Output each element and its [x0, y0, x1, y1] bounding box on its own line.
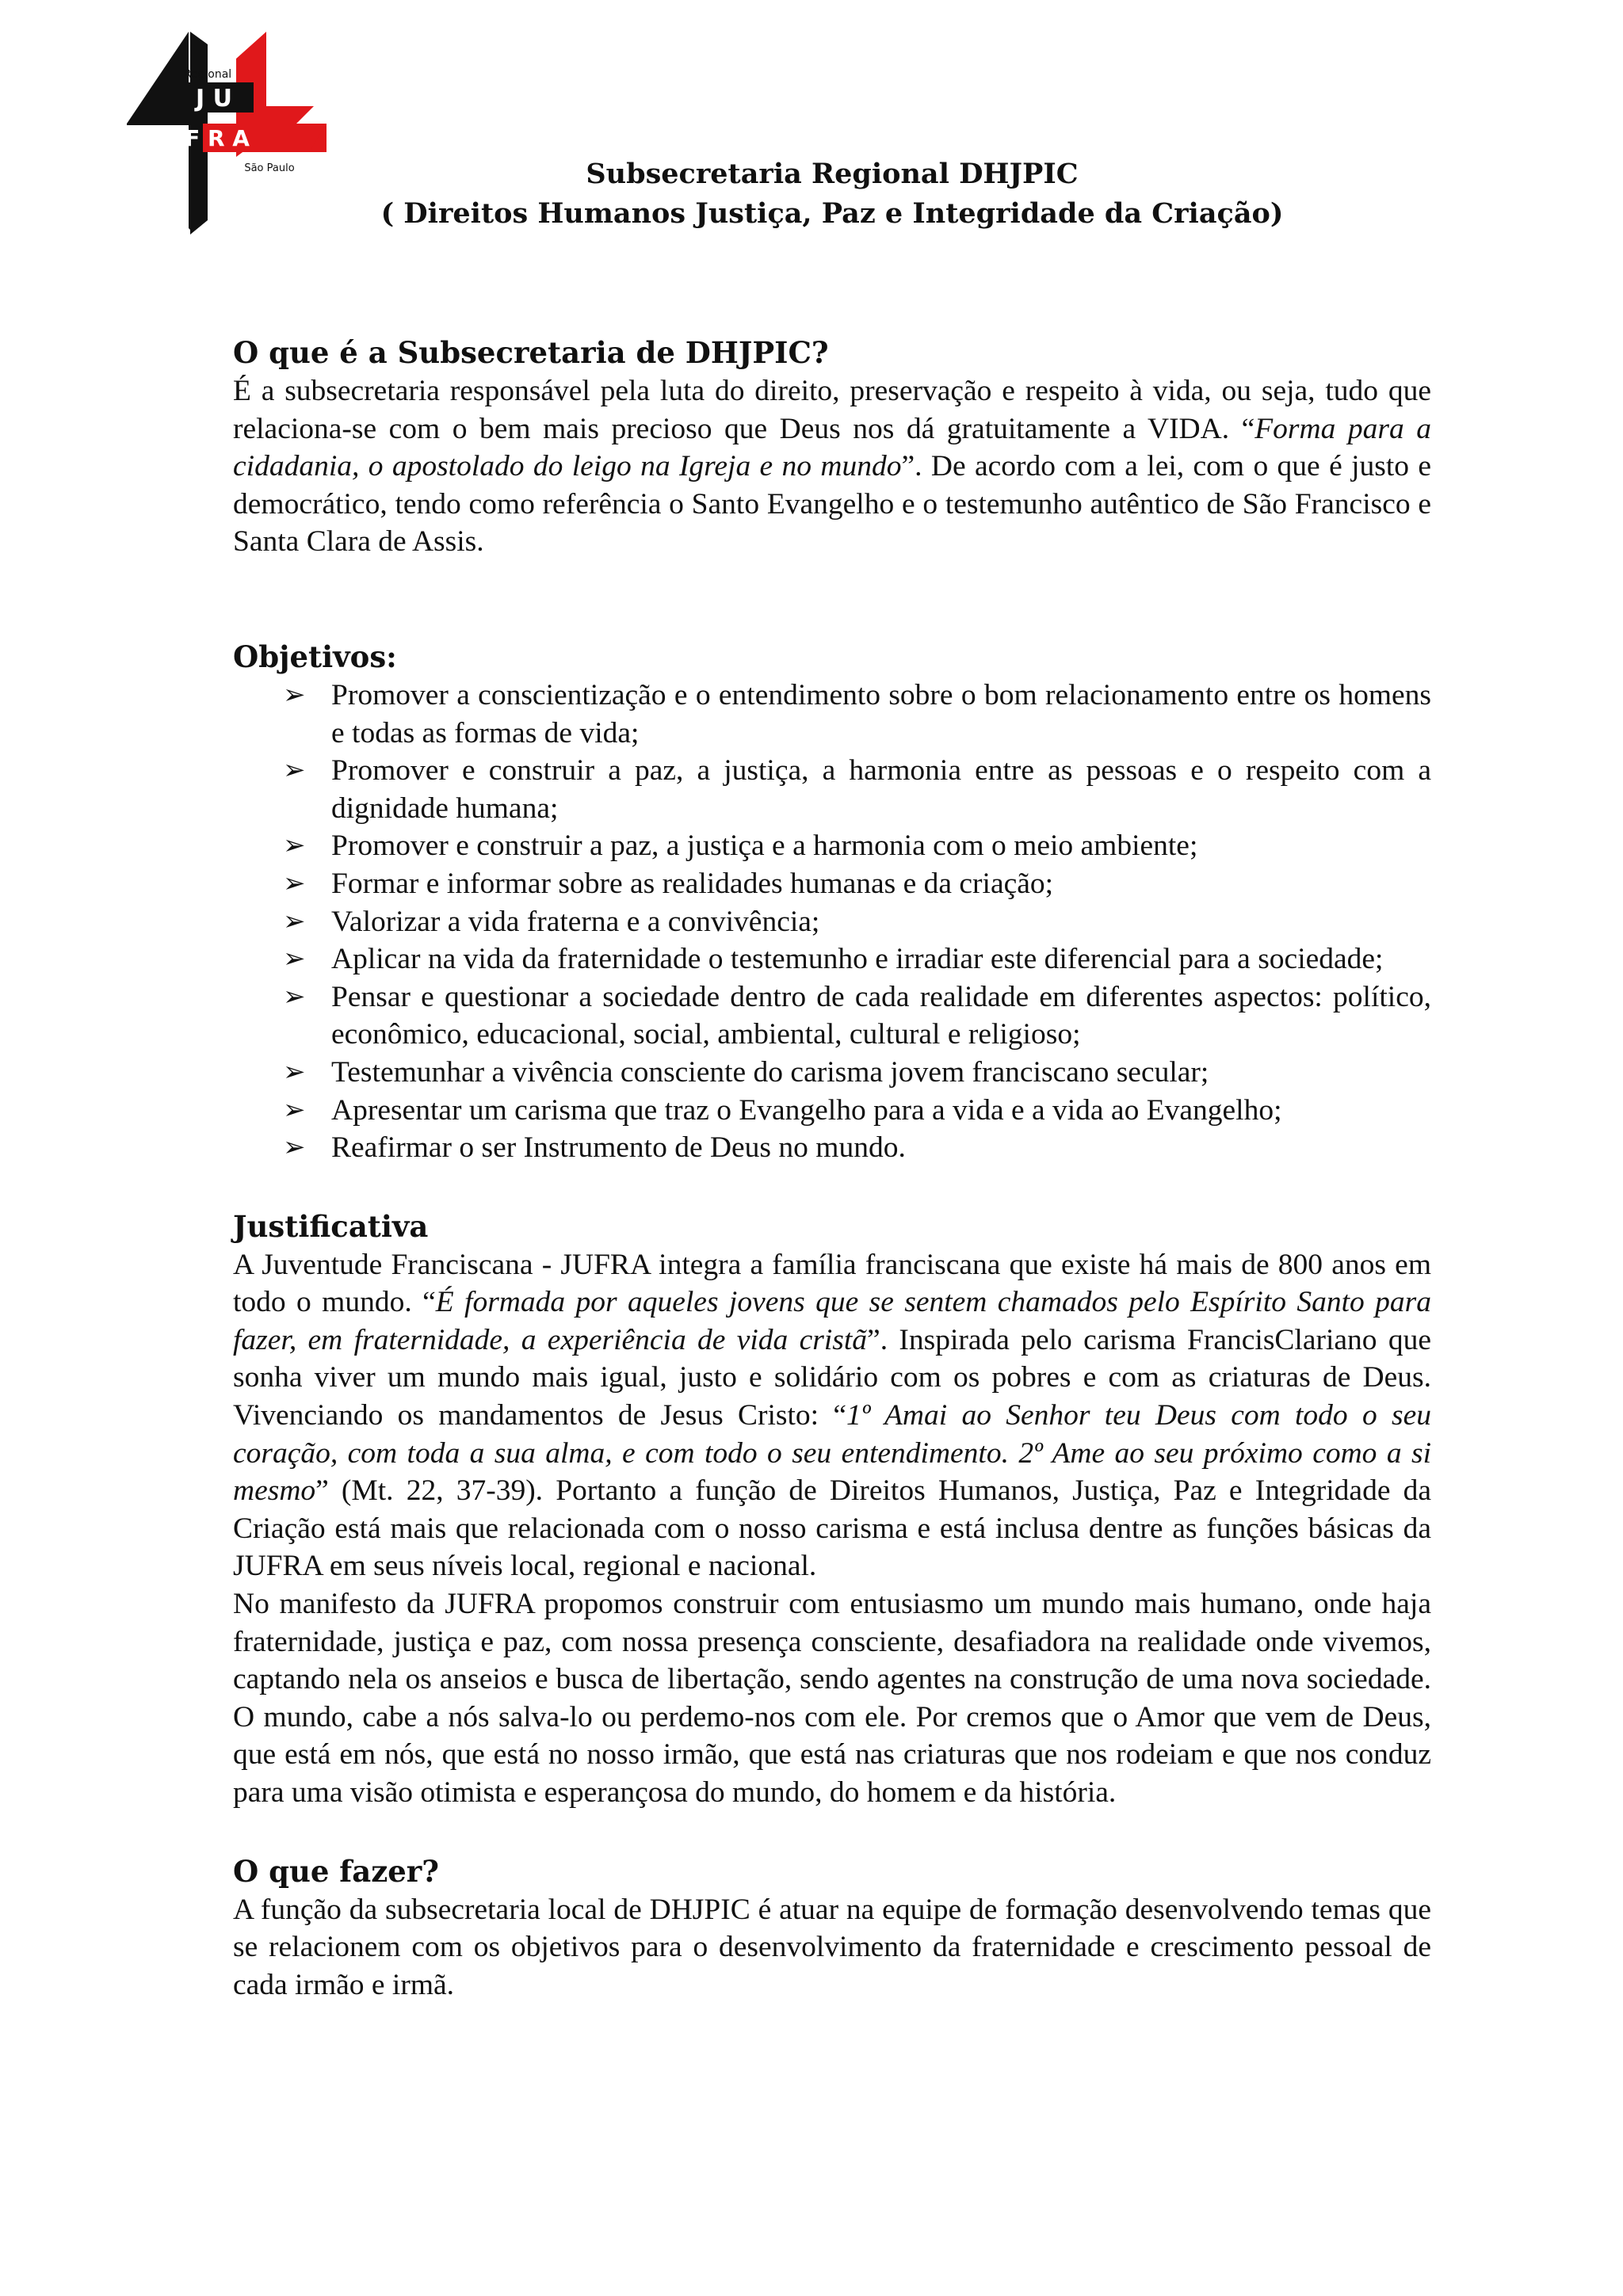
logo-regional-text: Regional	[183, 68, 232, 81]
list-item-text: Formar e informar sobre as realidades humanas e da criação;	[331, 867, 1054, 900]
section-heading-justification: Justificativa	[233, 1208, 429, 1244]
list-item	[233, 677, 1431, 752]
list-item	[233, 1129, 1431, 1167]
list-item	[233, 865, 1431, 903]
list-item-text: Testemunhar a vivência consciente do carisma jovem franciscano secular;	[331, 1055, 1209, 1089]
text-run: A Juventude Franciscana - JUFRA integra a família franciscana que existe há mais de 800 anos em todo o mundo. “	[233, 1248, 1431, 1319]
justification-paragraph-1	[233, 1246, 1431, 1585]
text-run: ”. Inspirada pelo carisma FrancisClariano que sonha viver um mundo mais igual, justo e solidário com os pobres e com as criaturas de Deus. Vivenciando os mandamentos de Jesus Cristo: “	[233, 1323, 1431, 1432]
title-line-1: Subsecretaria Regional DHJPIC	[586, 158, 1079, 190]
arrow-bullet-icon: ➢	[283, 943, 306, 975]
list-item-text: Pensar e questionar a sociedade dentro de cada realidade em diferentes aspectos: político, econômico, educacional, social, ambiental, cultural e religioso;	[331, 980, 1431, 1051]
italic-quote: 1º Amai ao Senhor teu Deus com todo o seu coração, com toda a sua alma, e com todo o seu entendimento. 2º Ame ao seu próximo como a si mesmo	[233, 1399, 1431, 1508]
text-run: ”. De acordo com a lei, com o que é justo e democrático, tendo como referência o Santo Evangelho e o testemunho autêntico de São Francisco e Santa Clara de Assis.	[233, 450, 1432, 559]
arrow-bullet-icon: ➢	[283, 678, 306, 711]
arrow-bullet-icon: ➢	[283, 905, 306, 937]
objectives-list	[233, 677, 1431, 1167]
logo-ju-text: J U	[196, 85, 232, 113]
arrow-bullet-icon: ➢	[283, 980, 306, 1013]
justification-paragraph-2: No manifesto da JUFRA propomos construir com entusiasmo um mundo mais humano, onde haja fraternidade, justiça e paz, com nossa presença consciente, desafiadora na realidade onde vivemos, captando nela os anseios e busca de libertação, sendo agentes na construção de uma nova sociedade. O mundo, cabe a nós salva-lo ou perdemo-nos com ele. Por cremos que o Amor que vem de Deus, que está em nós, que está no nosso irmão, que está nas criaturas que nos rodeiam e que nos conduz para uma visão otimista e esperançosa do mundo, do homem e da história.	[233, 1588, 1431, 1809]
list-item-text: Apresentar um carisma que traz o Evangelho para a vida e a vida ao Evangelho;	[331, 1093, 1282, 1127]
list-item	[233, 940, 1431, 978]
arrow-bullet-icon: ➢	[283, 1131, 306, 1164]
arrow-bullet-icon: ➢	[283, 1055, 306, 1088]
text-run: É a subsecretaria responsável pela luta do direito, preservação e respeito à vida, ou seja, tudo que relaciona-se com o bem mais precioso que Deus nos dá gratuitamente a VIDA. “	[233, 375, 1431, 445]
list-item	[233, 1054, 1431, 1092]
text-run: ” (Mt. 22, 37-39). Portanto a função de Direitos Humanos, Justiça, Paz e Integridade da Criação está mais que relacionada com o nosso carisma e está inclusa dentre as funções básicas da JUFRA em seus níveis local, regional e nacional.	[233, 1474, 1431, 1583]
what-to-do-paragraph: A função da subsecretaria local de DHJPIC é atuar na equipe de formação desenvolvendo temas que se relacionem com os objetivos para o desenvolvimento da fraternidade e crescimento pessoal de cada irmão e irmã.	[233, 1893, 1431, 2001]
italic-quote: É formada por aqueles jovens que se sentem chamados pelo Espírito Santo para fazer, em fraternidade, a experiência de vida cristã	[233, 1286, 1432, 1356]
list-item-text: Aplicar na vida da fraternidade o testemunho e irradiar este diferencial para a sociedade;	[331, 943, 1384, 976]
list-item	[233, 903, 1431, 941]
page-title	[238, 154, 1426, 234]
logo-region-text: São Paulo	[244, 162, 295, 174]
list-item-text: Valorizar a vida fraterna e a convivência;	[331, 905, 820, 938]
section-heading-what-to-do: O que fazer?	[233, 1853, 439, 1889]
list-item-text: Promover e construir a paz, a justiça, a harmonia entre as pessoas e o respeito com a dignidade humana;	[331, 754, 1431, 825]
arrow-bullet-icon: ➢	[283, 867, 306, 899]
list-item	[233, 827, 1431, 865]
arrow-bullet-icon: ➢	[283, 754, 306, 787]
italic-quote: Forma para a cidadania, o apostolado do leigo na Igreja e no mundo	[233, 412, 1431, 483]
list-item	[233, 978, 1431, 1054]
arrow-bullet-icon: ➢	[283, 1093, 306, 1126]
document-body	[233, 333, 1431, 2004]
section-heading-objectives: Objetivos:	[233, 639, 397, 674]
list-item	[233, 1092, 1431, 1130]
list-item	[233, 752, 1431, 827]
list-item-text: Reafirmar o ser Instrumento de Deus no mundo.	[331, 1131, 906, 1165]
section-heading-what-is: O que é a Subsecretaria de DHJPIC?	[233, 335, 829, 370]
section-what-is-paragraph	[233, 372, 1431, 561]
list-item-text: Promover a conscientização e o entendimento sobre o bom relacionamento entre os homens e todas as formas de vida;	[331, 678, 1431, 749]
list-item-text: Promover e construir a paz, a justiça e a harmonia com o meio ambiente;	[331, 830, 1198, 863]
arrow-bullet-icon: ➢	[283, 830, 306, 862]
logo-fra-label: F R A	[185, 125, 250, 151]
title-line-2: ( Direitos Humanos Justiça, Paz e Integridade da Criação)	[380, 197, 1284, 230]
